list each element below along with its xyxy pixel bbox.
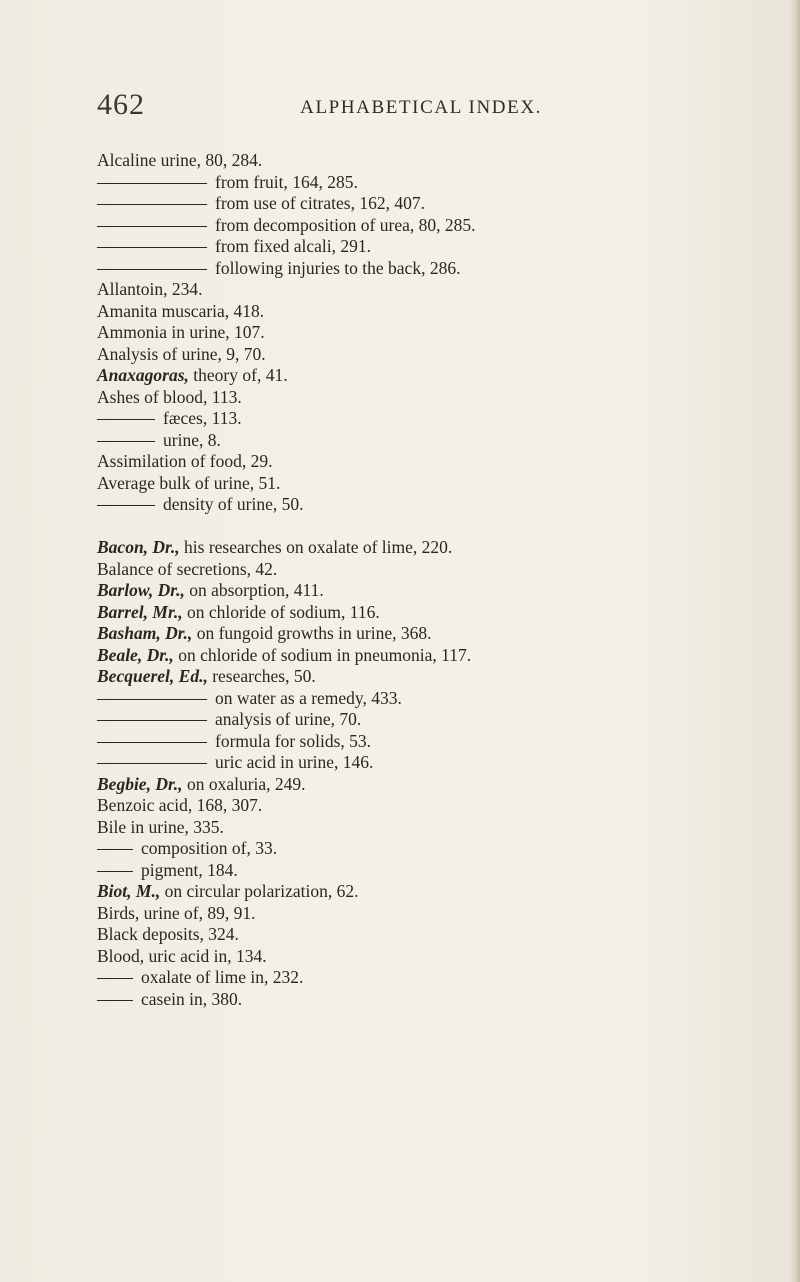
ditto-dash	[97, 763, 207, 764]
index-subentry	[97, 860, 767, 882]
index-subentry	[97, 752, 767, 774]
ditto-dash	[97, 505, 155, 506]
entry-description: theory of, 41.	[188, 365, 288, 385]
entry-text	[97, 301, 264, 323]
index-entry	[97, 924, 767, 946]
entry-description: Bile in urine, 335.	[97, 816, 224, 837]
index-entry	[97, 279, 767, 301]
index-entry	[97, 774, 767, 796]
entry-text	[97, 580, 324, 602]
index-subentry	[97, 709, 767, 731]
index-subentry	[97, 494, 767, 516]
entry-text	[97, 903, 255, 925]
entry-description: Amanita muscaria, 418.	[97, 300, 265, 321]
entry-author-name: Beale, Dr.,	[97, 644, 174, 665]
entry-text	[215, 258, 460, 280]
index-subentry	[97, 236, 767, 258]
entry-description: on chloride of sodium in pneumonia, 117.	[173, 644, 472, 665]
entry-description: on absorption, 411.	[184, 580, 324, 600]
entry-description: Assimilation of food, 29.	[97, 451, 273, 471]
entry-text	[97, 817, 224, 839]
ditto-dash	[97, 419, 155, 420]
entry-text	[215, 193, 425, 215]
entry-text	[97, 387, 242, 409]
index-entry	[97, 795, 767, 817]
index-entry	[97, 602, 767, 624]
entry-description: oxalate of lime in, 232.	[141, 967, 304, 987]
entry-description: on oxaluria, 249.	[182, 773, 306, 794]
ditto-dash	[97, 978, 133, 979]
index-subentry	[97, 193, 767, 215]
entry-text	[215, 236, 371, 258]
index-entry	[97, 666, 767, 688]
entry-description: following injuries to the back, 286.	[215, 257, 461, 278]
index-entry	[97, 559, 767, 581]
index-entry	[97, 946, 767, 968]
entry-description: uric acid in urine, 146.	[215, 752, 374, 772]
ditto-dash	[97, 183, 207, 184]
ditto-dash	[97, 1000, 133, 1001]
entry-text	[97, 602, 380, 624]
entry-description: on circular polarization, 62.	[160, 881, 359, 901]
entry-text	[141, 860, 238, 882]
entry-text	[97, 881, 358, 903]
entry-description: Average bulk of urine, 51.	[97, 472, 281, 493]
index-entry	[97, 623, 767, 645]
page-edge-shadow	[790, 0, 800, 1282]
page-number: 462	[97, 88, 145, 121]
index-entry	[97, 451, 767, 473]
index-entry	[97, 365, 767, 387]
index-subentry	[97, 838, 767, 860]
entry-description: his researches on oxalate of lime, 220.	[179, 537, 453, 557]
index-entry	[97, 645, 767, 667]
index-entry	[97, 817, 767, 839]
entry-author-name: Anaxagoras,	[97, 365, 189, 385]
ditto-dash	[97, 441, 155, 442]
index-entry	[97, 903, 767, 925]
entry-author-name: Becquerel, Ed.,	[97, 666, 208, 686]
entry-description: Allantoin, 234.	[97, 279, 203, 299]
entry-description: researches, 50.	[207, 666, 316, 686]
index-entry	[97, 580, 767, 602]
entry-text	[97, 451, 272, 473]
entry-text	[215, 731, 371, 753]
entry-description: from use of citrates, 162, 407.	[215, 193, 425, 213]
entry-text	[163, 430, 221, 452]
ditto-dash	[97, 871, 133, 872]
entry-description: casein in, 380.	[141, 988, 243, 1009]
index-entries	[97, 150, 767, 1010]
index-entry	[97, 881, 767, 903]
entry-description: Blood, uric acid in, 134.	[97, 945, 267, 966]
entry-author-name: Begbie, Dr.,	[97, 773, 183, 794]
entry-description: Analysis of urine, 9, 70.	[97, 343, 266, 364]
entry-description: Ashes of blood, 113.	[97, 386, 242, 407]
entry-text	[97, 645, 471, 667]
entry-text	[215, 688, 402, 710]
entry-description: Ammonia in urine, 107.	[97, 322, 265, 342]
entry-text	[163, 408, 242, 430]
entry-description: from fixed alcali, 291.	[215, 236, 371, 256]
entry-description: on fungoid growths in urine, 368.	[192, 623, 432, 643]
entry-description: on chloride of sodium, 116.	[182, 601, 380, 622]
entry-description: density of urine, 50.	[163, 494, 304, 514]
entry-description: formula for solids, 53.	[215, 730, 372, 751]
entry-text	[97, 365, 288, 387]
entry-text	[97, 774, 306, 796]
entry-description: from fruit, 164, 285.	[215, 171, 358, 192]
entry-text	[141, 967, 303, 989]
entry-author-name: Biot, M.,	[97, 881, 161, 901]
index-subentry	[97, 989, 767, 1011]
entry-text	[97, 150, 262, 172]
entry-text	[163, 494, 303, 516]
entry-description: pigment, 184.	[141, 859, 238, 880]
entry-text	[215, 752, 373, 774]
entry-author-name: Barrel, Mr.,	[97, 601, 183, 622]
entry-text	[97, 344, 266, 366]
ditto-dash	[97, 269, 207, 270]
entry-description: composition of, 33.	[141, 838, 278, 858]
entry-description: on water as a remedy, 433.	[215, 687, 402, 708]
entry-text	[97, 666, 316, 688]
entry-text	[141, 989, 242, 1011]
entry-description: Balance of secretions, 42.	[97, 558, 278, 579]
entry-text	[97, 279, 202, 301]
index-subentry	[97, 688, 767, 710]
index-entry	[97, 301, 767, 323]
ditto-dash	[97, 742, 207, 743]
ditto-dash	[97, 699, 207, 700]
entry-text	[97, 795, 262, 817]
index-subentry	[97, 408, 767, 430]
ditto-dash	[97, 204, 207, 205]
index-subentry	[97, 172, 767, 194]
index-entry	[97, 537, 767, 559]
index-entry	[97, 150, 767, 172]
index-subentry	[97, 967, 767, 989]
ditto-dash	[97, 226, 207, 227]
entry-text	[97, 559, 277, 581]
entry-description: from decomposition of urea, 80, 285.	[215, 214, 476, 235]
entry-text	[97, 623, 431, 645]
entry-description: Alcaline urine, 80, 284.	[97, 150, 263, 170]
ditto-dash	[97, 720, 207, 721]
index-subentry	[97, 258, 767, 280]
index-entry	[97, 322, 767, 344]
index-entry	[97, 344, 767, 366]
entry-text	[97, 322, 265, 344]
index-subentry	[97, 731, 767, 753]
index-entry	[97, 473, 767, 495]
entry-text	[97, 924, 239, 946]
entry-author-name: Barlow, Dr.,	[97, 580, 185, 600]
entry-text	[215, 215, 476, 237]
entry-description: urine, 8.	[163, 429, 221, 450]
index-subentry	[97, 215, 767, 237]
ditto-dash	[97, 849, 133, 850]
entry-text	[97, 946, 267, 968]
entry-description: fæces, 113.	[163, 408, 242, 428]
entry-author-name: Bacon, Dr.,	[97, 537, 180, 557]
entry-description: Black deposits, 324.	[97, 924, 239, 944]
entry-author-name: Basham, Dr.,	[97, 623, 193, 643]
entry-text	[97, 537, 452, 559]
entry-description: Birds, urine of, 89, 91.	[97, 902, 256, 923]
entry-description: analysis of urine, 70.	[215, 709, 362, 729]
index-subentry	[97, 430, 767, 452]
entry-text	[97, 473, 280, 495]
index-entry	[97, 387, 767, 409]
page-header	[97, 88, 542, 128]
entry-description: Benzoic acid, 168, 307.	[97, 795, 263, 815]
ditto-dash	[97, 247, 207, 248]
running-head: ALPHABETICAL INDEX.	[300, 97, 542, 118]
entry-text	[215, 172, 358, 194]
entry-text	[215, 709, 361, 731]
entry-text	[141, 838, 277, 860]
